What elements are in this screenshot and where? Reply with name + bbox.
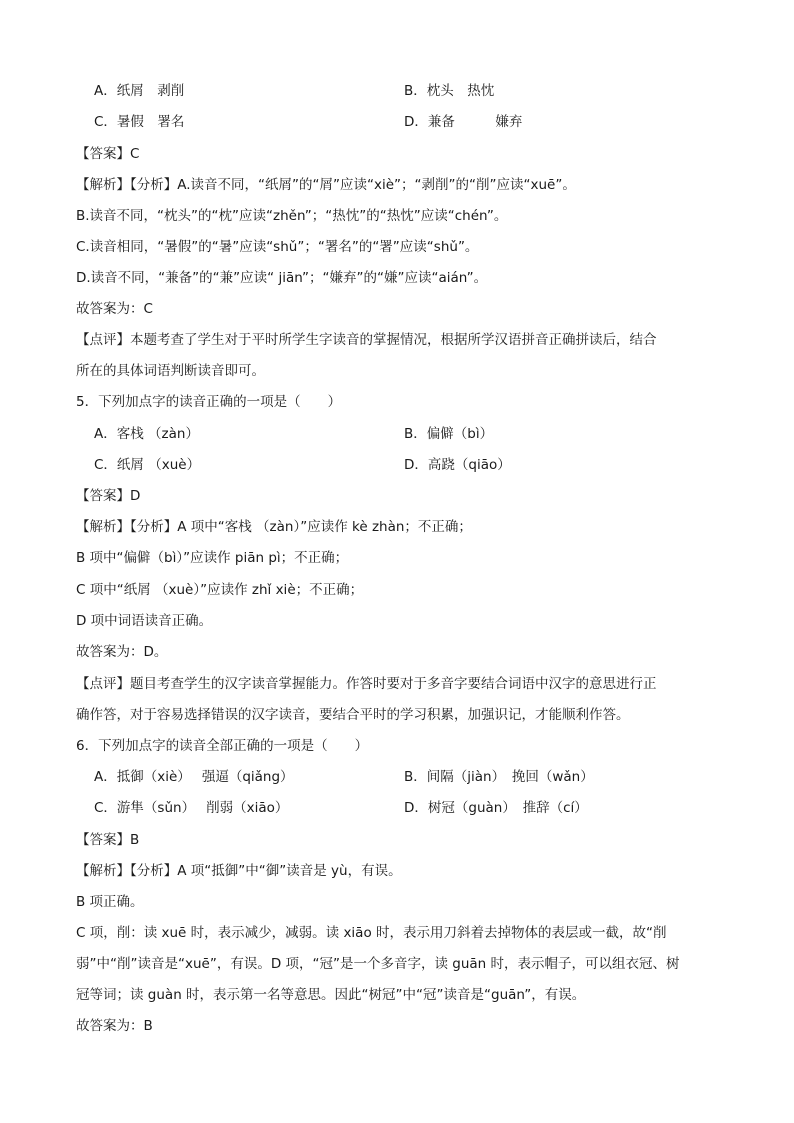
q5-stem: 5．下列加点字的读音正确的一项是（ ） — [76, 394, 342, 410]
q5-option-d: D．高跷（qiāo） — [404, 457, 511, 473]
q5-analysis-line: 故答案为：D。 — [76, 644, 168, 660]
q5-analysis-line: 【解析】【分析】A 项中“客栈 （zàn）”应读作 kè zhàn；不正确； — [76, 519, 472, 535]
q6-analysis-line: 【解析】【分析】A 项“抵御”中“御”读音是 yù，有误。 — [76, 863, 402, 879]
q6-analysis-line: 冠等词；读 guàn 时，表示第一名等意思。因此“树冠”中“冠”读音是“guān”，有误。 — [76, 987, 586, 1003]
q5-analysis-line: B 项中“偏僻（bì）”应读作 piān pì；不正确； — [76, 550, 349, 566]
q6-analysis-line: B 项正确。 — [76, 894, 144, 910]
q4-analysis-line: C.读音相同，“暑假”的“暑”应读“shǔ”；“署名”的“署”应读“shǔ”。 — [76, 239, 479, 255]
q6-analysis-line: 故答案为：B — [76, 1018, 153, 1034]
q4-comment-line: 所在的具体词语判断读音即可。 — [76, 363, 265, 379]
q5-option-c: C．纸屑 （xuè） — [94, 457, 201, 473]
q6-analysis-line: 弱”中“削”读音是“xuē”，有误。D 项，“冠”是一个多音字，读 guān 时，表示帽子，可以组衣冠、树 — [76, 956, 680, 972]
q6-option-b: B．间隔（jiàn） 挽回（wǎn） — [404, 769, 594, 785]
q6-answer: 【答案】B — [76, 832, 140, 848]
q6-option-a: A．抵御（xiè） 强逼（qiǎng） — [94, 769, 294, 785]
q4-analysis-line: 故答案为：C — [76, 301, 153, 317]
q5-analysis-line: C 项中“纸屑 （xuè）”应读作 zhǐ xiè；不正确； — [76, 582, 364, 598]
q6-option-d: D．树冠（guàn） 推辞（cí） — [404, 800, 588, 816]
q5-answer: 【答案】D — [76, 488, 141, 504]
q4-option-c: C．暑假 署名 — [94, 114, 185, 130]
q6-option-c: C．游隼（sǔn） 削弱（xiāo） — [94, 800, 289, 816]
q4-comment-line: 【点评】本题考查了学生对于平时所学生字读音的掌握情况，根据所学汉语拼音正确拼读后，结合 — [76, 332, 657, 348]
q4-option-a: A．纸屑 剥削 — [94, 83, 185, 99]
q5-option-b: B．偏僻（bì） — [404, 426, 494, 442]
q4-option-b: B．枕头 热忱 — [404, 83, 495, 99]
q4-analysis-line: D.读音不同，“兼备”的“兼”应读“ jiān”；“嫌弃”的“嫌”应读“aián”。 — [76, 270, 488, 286]
q6-analysis-line: C 项，削：读 xuē 时，表示减少，减弱。读 xiāo 时，表示用刀斜着去掉物体的表层或一截，故“削 — [76, 925, 667, 941]
q4-analysis-line: 【解析】【分析】A.读音不同，“纸屑”的“屑”应读“xiè”；“剥削”的“削”应读“xuē”。 — [76, 177, 576, 193]
q4-option-d: D．兼备 嫌弃 — [404, 114, 523, 130]
q4-answer: 【答案】C — [76, 146, 140, 162]
q4-analysis-line: B.读音不同，“枕头”的“枕”应读“zhěn”；“热忱”的“热忱”应读“chén”。 — [76, 208, 508, 224]
q5-option-a: A．客栈 （zàn） — [94, 426, 199, 442]
q5-analysis-line: D 项中词语读音正确。 — [76, 613, 213, 629]
q5-comment-line: 确作答，对于容易选择错误的汉字读音，要结合平时的学习积累，加强识记，才能顺利作答。 — [76, 707, 630, 723]
q5-comment-line: 【点评】题目考查学生的汉字读音掌握能力。作答时要对于多音字要结合词语中汉字的意思进行正 — [76, 676, 657, 692]
q6-stem: 6．下列加点字的读音全部正确的一项是（ ） — [76, 738, 369, 754]
